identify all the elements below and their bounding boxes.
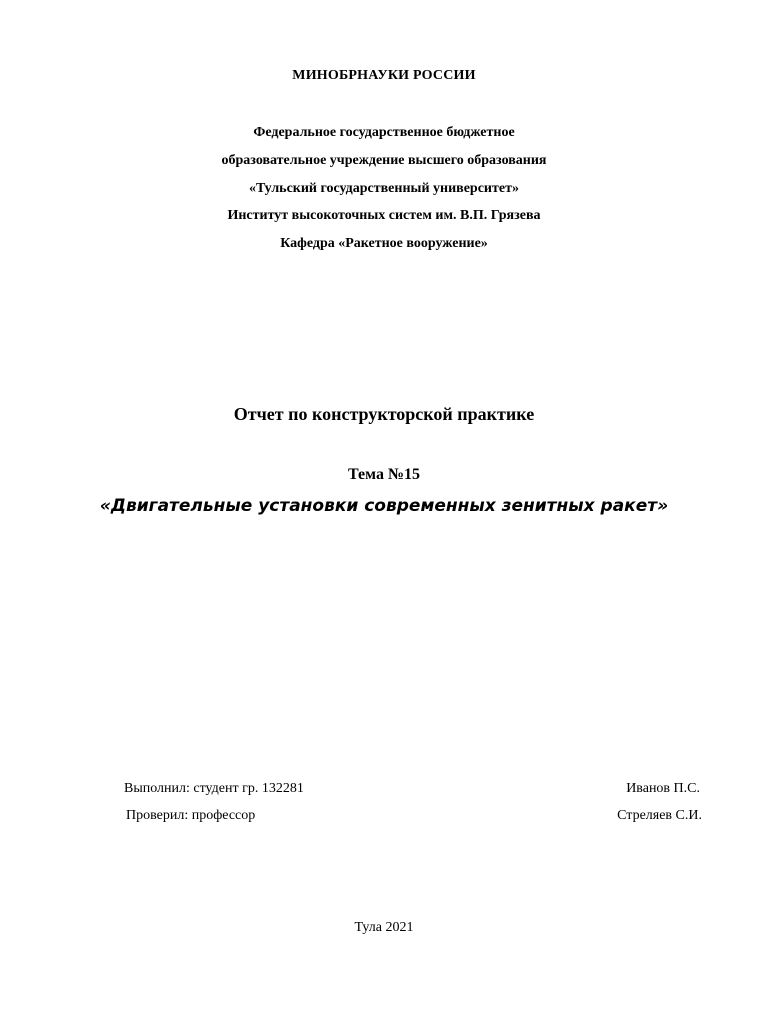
topic-name: «Двигательные установки современных зенитных ракет» (99, 496, 669, 516)
ministry-heading: МИНОБРНАУКИ РОССИИ (292, 68, 476, 83)
performed-by-row (124, 781, 700, 801)
performed-by-name: Иванов П.С. (626, 781, 700, 796)
organization-line-2: образовательное учреждение высшего образования (221, 153, 547, 168)
checked-by-row (124, 808, 700, 828)
organization-line-5: Кафедра «Ракетное вооружение» (280, 236, 488, 251)
organization-line-3: «Тульский государственный университет» (249, 181, 519, 196)
performed-by-label: Выполнил: студент гр. 132281 (124, 781, 304, 796)
organization-line-4: Институт высокоточных систем им. В.П. Грязева (227, 208, 541, 223)
report-title: Отчет по конструкторской практике (233, 404, 535, 424)
checked-by-label: Проверил: профессор (126, 808, 256, 823)
topic-number: Тема №15 (347, 466, 421, 483)
city-year: Тула 2021 (354, 920, 414, 935)
organization-line-1: Федеральное государственное бюджетное (253, 125, 515, 140)
checked-by-name: Стреляев С.И. (617, 808, 702, 823)
